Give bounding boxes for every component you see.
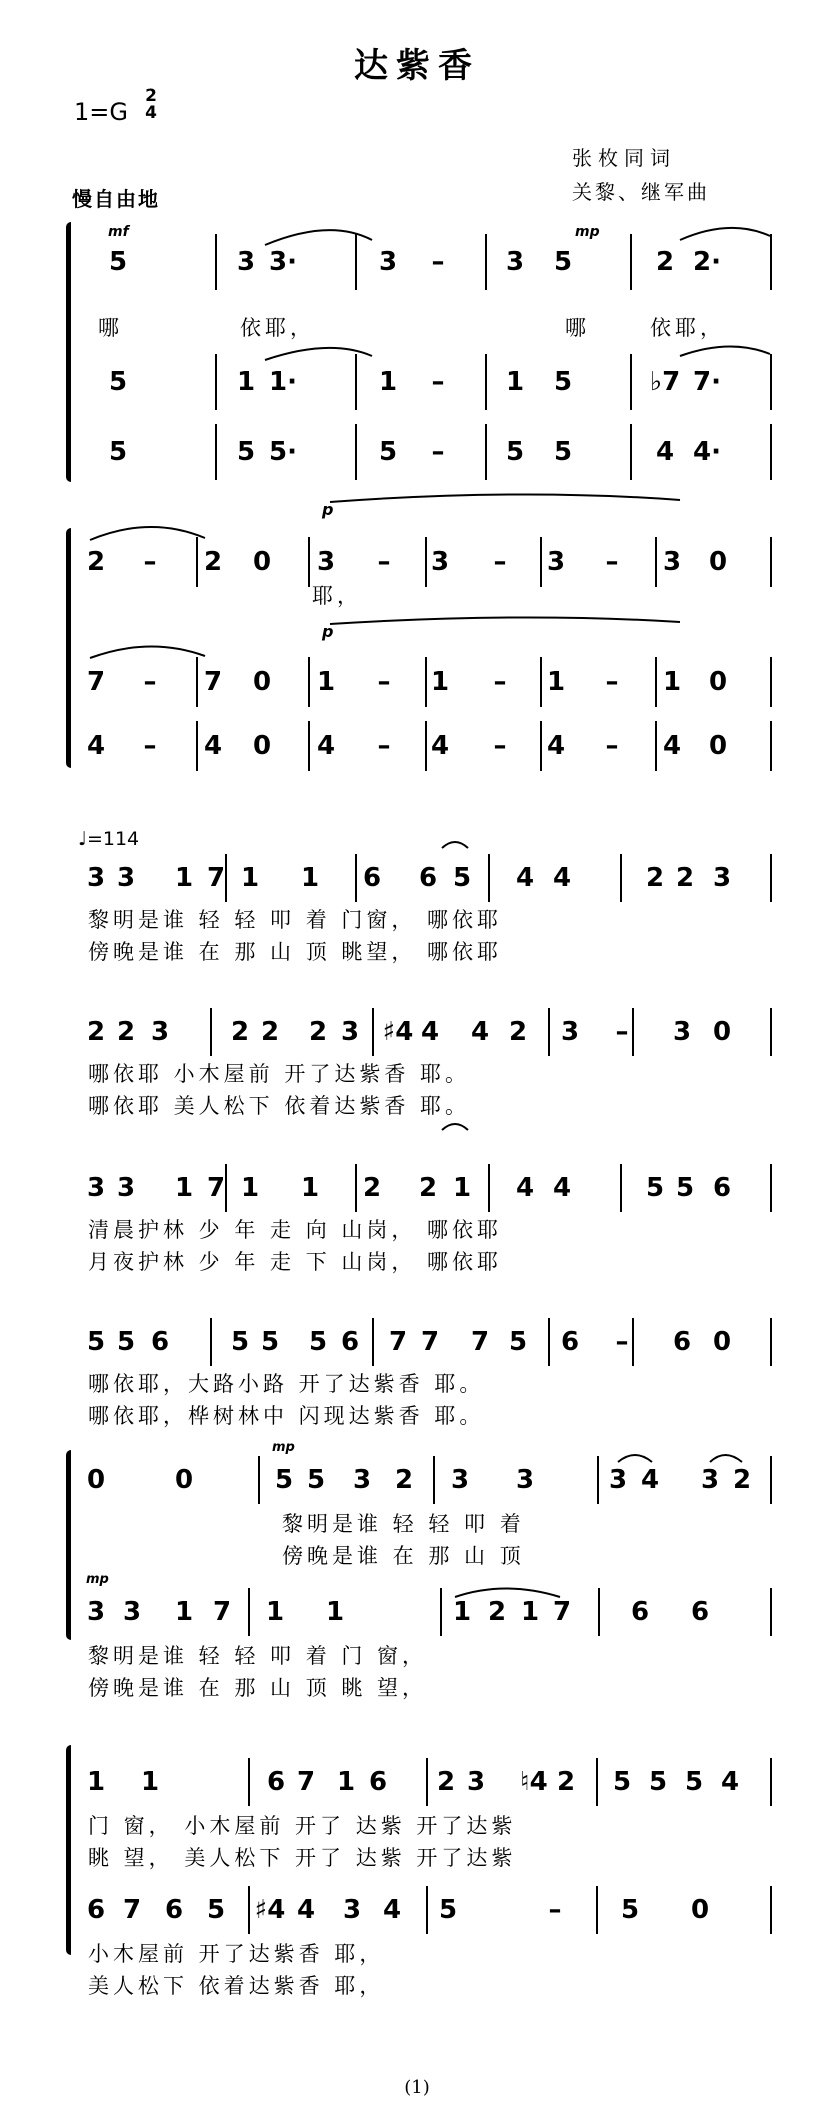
note: 4 [203,731,223,761]
note: ♭7 [649,367,681,397]
note: 1 [325,1597,345,1627]
note: 5 [438,1895,458,1925]
dynamic-mark: mp [575,224,600,240]
lyric-line: 美人松下 依着达紫香 耶， [88,1974,385,1998]
note: 3 [340,1017,360,1047]
note: 2 [394,1465,414,1495]
note: 1 [236,367,256,397]
note: 5 [108,367,128,397]
note: 7 [552,1597,572,1627]
note: 5 [508,1327,528,1357]
note: 4 [382,1895,402,1925]
note: 7 [388,1327,408,1357]
note: 3 [116,863,136,893]
lyric-line: 傍晚是谁 在 那 山 顶 [282,1544,525,1568]
note: 0 [708,731,728,761]
note: 3 [378,247,398,277]
note: 1 [86,1767,106,1797]
note: 1· [269,367,297,397]
note: 6 [560,1327,580,1357]
note: 5 [230,1327,250,1357]
note: – [493,731,507,761]
note: 3 [700,1465,720,1495]
note: – [143,667,157,697]
note: 6 [362,863,382,893]
note: 3 [316,547,336,577]
note: 7 [122,1895,142,1925]
note: 5 [86,1327,106,1357]
note: 4 [515,863,535,893]
note: 3 [86,1173,106,1203]
note: 3 [712,863,732,893]
note: 2 [436,1767,456,1797]
note: 5 [378,437,398,467]
note: 5 [206,1895,226,1925]
note: 1 [546,667,566,697]
note: 1 [452,1597,472,1627]
note: 1 [505,367,525,397]
note: 5 [308,1327,328,1357]
note: 3 [86,863,106,893]
note: 7 [203,667,223,697]
note: 6 [164,1895,184,1925]
note: 5 [452,863,472,893]
note: 3 [450,1465,470,1495]
note: 2 [732,1465,752,1495]
note: 2 [260,1017,280,1047]
note: 4 [316,731,336,761]
note: 6 [368,1767,388,1797]
note: 5 [306,1465,326,1495]
note: – [605,731,619,761]
note: 4 [720,1767,740,1797]
composer-credit: 关黎、继军曲 [572,180,710,204]
note: 3 [342,1895,362,1925]
note: 2 [655,247,675,277]
note: 5 [274,1465,294,1495]
note: 2 [362,1173,382,1203]
note: – [493,667,507,697]
note: 6 [340,1327,360,1357]
note: 6 [150,1327,170,1357]
note: 2 [556,1767,576,1797]
note: 4 [86,731,106,761]
note: 4· [693,437,721,467]
note: 1 [174,863,194,893]
note: 5 [236,437,256,467]
note: 1 [336,1767,356,1797]
note: 4 [296,1895,316,1925]
note: 2 [86,1017,106,1047]
note: 1 [140,1767,160,1797]
note: 5 [612,1767,632,1797]
note: 7 [296,1767,316,1797]
lyric-line: 黎明是谁 轻 轻 叩 着 门 窗， [88,1644,428,1668]
note: 3 [150,1017,170,1047]
note: 1 [240,863,260,893]
note: – [377,667,391,697]
note: 6 [418,863,438,893]
note: 4 [662,731,682,761]
lyric-line: 门 窗， 小木屋前 开了 达紫 开了达紫 [88,1814,517,1838]
note: 1 [240,1173,260,1203]
note: – [431,437,445,467]
note: 3· [269,247,297,277]
note: – [377,731,391,761]
lyric-line: 哪依耶 小木屋前 开了达紫香 耶。 [88,1062,471,1086]
page-number: (1) [404,2077,430,2098]
dynamic-mark: p [322,500,334,519]
note: – [615,1327,629,1357]
note: 6 [672,1327,692,1357]
note: 2 [508,1017,528,1047]
note: 2 [308,1017,328,1047]
lyric-line: 耶， [312,584,362,608]
note: 3 [505,247,525,277]
note: 3 [430,547,450,577]
note: 2 [116,1017,136,1047]
note: 1 [378,367,398,397]
note: 1 [300,1173,320,1203]
note: 7 [420,1327,440,1357]
note: 5 [553,247,573,277]
song-title: 达紫香 [354,46,480,86]
note: 0 [252,547,272,577]
lyric-line: 月夜护林 少 年 走 下 山岗， 哪依耶 [88,1250,503,1274]
note: 1 [174,1597,194,1627]
lyric-line: 傍晚是谁 在 那 山 顶 眺 望， [88,1676,428,1700]
note: 4 [552,863,572,893]
note: 1 [662,667,682,697]
lyric-line: 眺 望， 美人松下 开了 达紫 开了达紫 [88,1846,517,1870]
dynamic-mark: mp [86,1572,109,1587]
note: 1 [265,1597,285,1627]
dynamic-mark: mf [108,224,129,240]
note: 5 [108,437,128,467]
lyric-line: 黎明是谁 轻 轻 叩 着 [282,1512,525,1536]
note: 3 [116,1173,136,1203]
note: – [548,1895,562,1925]
lyric-line: 哪依耶，桦树林中 闪现达紫香 耶。 [88,1404,485,1428]
note: 3 [352,1465,372,1495]
note: 3 [236,247,256,277]
note: 0 [708,667,728,697]
note: 7 [86,667,106,697]
lyric-line: 小木屋前 开了达紫香 耶， [88,1942,385,1966]
note: 6 [712,1173,732,1203]
note: 4 [515,1173,535,1203]
note: 0 [708,547,728,577]
note: 3 [122,1597,142,1627]
lyric-line: 哪依耶，大路小路 开了达紫香 耶。 [88,1372,485,1396]
note: 6 [266,1767,286,1797]
note: 0 [252,667,272,697]
lyric-line: 清晨护林 少 年 走 向 山岗， 哪依耶 [88,1218,503,1242]
note: – [143,731,157,761]
note: 5 [116,1327,136,1357]
note: 4 [430,731,450,761]
note: 5 [553,367,573,397]
note: 1 [300,863,320,893]
dynamic-mark: p [322,622,334,641]
note: 4 [640,1465,660,1495]
note: – [615,1017,629,1047]
lyricist-credit: 张枚同词 [572,146,676,170]
note: 4 [552,1173,572,1203]
note: 3 [662,547,682,577]
note: 2 [86,547,106,577]
note: 2 [203,547,223,577]
tempo-mark: 慢自由地 [72,187,160,211]
note: – [431,367,445,397]
note: 5 [620,1895,640,1925]
note: 7 [470,1327,490,1357]
note: ♯4 [382,1017,414,1047]
note: 6 [86,1895,106,1925]
note: 3 [672,1017,692,1047]
note: ♯4 [254,1895,286,1925]
note: 6 [630,1597,650,1627]
note: 0 [712,1327,732,1357]
note: 3 [608,1465,628,1495]
lyric-line: 哪 [565,316,590,340]
note: 3 [515,1465,535,1495]
note: – [605,547,619,577]
note: 5 [553,437,573,467]
note: 5 [675,1173,695,1203]
note: – [377,547,391,577]
key-signature: 1=G [74,98,128,126]
note: 1 [174,1173,194,1203]
note: 2 [487,1597,507,1627]
note: 7 [206,1173,226,1203]
note: 5 [684,1767,704,1797]
note: – [605,667,619,697]
note: 4 [546,731,566,761]
note: 1 [316,667,336,697]
note: 0 [712,1017,732,1047]
note: 3 [86,1597,106,1627]
note: 4 [655,437,675,467]
note: 5 [260,1327,280,1357]
note: 7· [693,367,721,397]
note: 0 [690,1895,710,1925]
note: – [493,547,507,577]
dynamic-mark: mp [272,1440,295,1455]
note: 1 [452,1173,472,1203]
note: ♮4 [520,1767,548,1797]
lyric-line: 依耶， [240,316,315,340]
note: 7 [212,1597,232,1627]
time-numerator: 2 [145,86,157,106]
lyric-line: 傍晚是谁 在 那 山 顶 眺望， 哪依耶 [88,940,503,964]
note: 4 [420,1017,440,1047]
note: 6 [690,1597,710,1627]
lyric-line: 哪 [98,316,123,340]
note: 0 [252,731,272,761]
metronome-mark: ♩=114 [78,828,140,850]
note: 3 [466,1767,486,1797]
note: 5 [505,437,525,467]
lyric-line: 依耶， [650,316,725,340]
note: 2 [418,1173,438,1203]
lyric-line: 黎明是谁 轻 轻 叩 着 门窗， 哪依耶 [88,908,503,932]
note: 2 [675,863,695,893]
note: – [143,547,157,577]
note: 2 [230,1017,250,1047]
note: 0 [174,1465,194,1495]
note: 3 [546,547,566,577]
note: 2 [645,863,665,893]
note: 5 [645,1173,665,1203]
note: 5· [269,437,297,467]
note: 5 [108,247,128,277]
time-denominator: 4 [145,103,157,123]
note: 4 [470,1017,490,1047]
note: 2· [693,247,721,277]
note: 7 [206,863,226,893]
note: 1 [430,667,450,697]
note: 0 [86,1465,106,1495]
note: – [431,247,445,277]
lyric-line: 哪依耶 美人松下 依着达紫香 耶。 [88,1094,471,1118]
note: 3 [560,1017,580,1047]
note: 5 [648,1767,668,1797]
note: 1 [520,1597,540,1627]
